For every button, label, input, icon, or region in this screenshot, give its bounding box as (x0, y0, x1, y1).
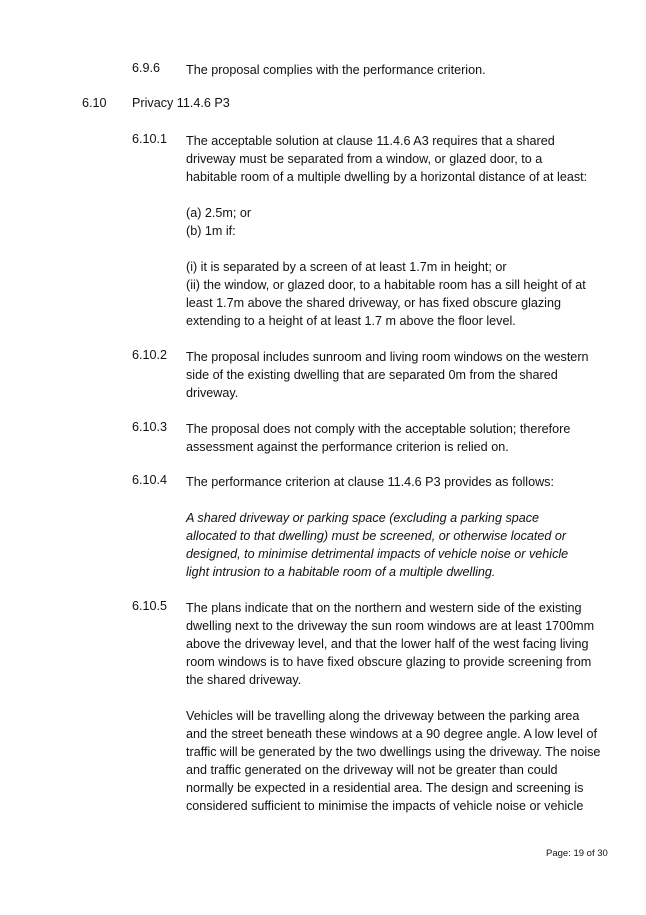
clause-options-6-10-1: (a) 2.5m; or (b) 1m if: (186, 206, 252, 238)
clause-number-6-10-4: 6.10.4 (132, 473, 168, 487)
clause-text-6-10-3: The proposal does not comply with the acceptable solution; therefore assessment against the performance criterion is relied on. (186, 422, 571, 454)
clause-number-6-9-6: 6.9.6 (132, 61, 161, 75)
clause-text-6-9-6: The proposal complies with the performance criterion. (186, 63, 486, 77)
clause-text-6-10-5: The plans indicate that on the northern and western side of the existing dwelling next to the driveway the sun room windows are at least 1700mm above the driveway level, and that the lower half of the west facing living room windows is to have fixed obscure glazing to provide screening from the shared driveway. (186, 601, 595, 687)
quoted-performance-criterion: A shared driveway or parking space (excluding a parking space allocated to that dwelling) must be screened, or otherwise located or designed, to minimise detrimental impacts of vehicle noise or vehicle light intrusion to a habitable room of a multiple dwelling. (186, 511, 569, 579)
section-title-6-10: Privacy 11.4.6 P3 (132, 96, 230, 110)
clause-text-6-10-4: The performance criterion at clause 11.4.6 P3 provides as follows: (186, 475, 554, 489)
clause-number-6-10-3: 6.10.3 (132, 420, 168, 434)
clause-conditions-6-10-1: (i) it is separated by a screen of at least 1.7m in height; or (ii) the window, or glazed door, to a habitable room has a sill height of at least 1.7m above the shared driveway, or has fixed obscure glazing extending to a height of at least 1.7 m above the floor level. (186, 260, 586, 328)
clause-text-6-10-1: The acceptable solution at clause 11.4.6 A3 requires that a shared driveway must be separated from a window, or glazed door, to a habitable room of a multiple dwelling by a horizontal distance of at least: (186, 134, 588, 184)
section-number-6-10: 6.10 (82, 96, 107, 110)
clause-text-6-10-2: The proposal includes sunroom and living room windows on the western side of the existing dwelling that are separated 0m from the shared driveway. (186, 350, 589, 400)
clause-number-6-10-1: 6.10.1 (132, 132, 168, 146)
clause-number-6-10-5: 6.10.5 (132, 599, 168, 613)
page-number: Page: 19 of 30 (546, 848, 608, 859)
clause-paragraph-6-10-5-b: Vehicles will be travelling along the driveway between the parking area and the street beneath these windows at a 90 degree angle. A low level of traffic will be generated by the two dwellings using the driveway. The noise and traffic generated on the driveway will not be greater than could normally be expected in a residential area. The design and screening is considered sufficient to minimise the impacts of vehicle noise or vehicle (186, 709, 601, 813)
clause-number-6-10-2: 6.10.2 (132, 348, 168, 362)
